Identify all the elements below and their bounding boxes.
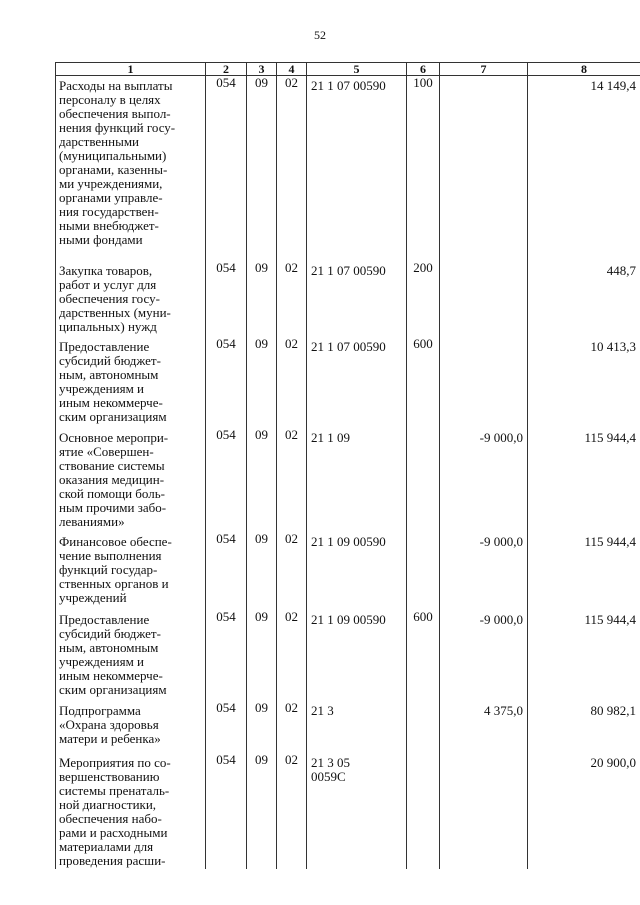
row-name: Закупка товаров, работ и услуг для обеспечения госу- дарственных (муни- ципальных) нужд (56, 261, 206, 337)
row-ministry: 054 (206, 701, 247, 753)
row-ministry: 054 (206, 532, 247, 610)
row-target-code: 21 1 07 00590 (307, 261, 407, 337)
table-row (56, 261, 640, 337)
table-row (56, 701, 640, 753)
header-col-6: 6 (407, 63, 440, 76)
table-row (56, 753, 640, 869)
row-amount: 10 413,3 (528, 337, 640, 428)
table-row (56, 76, 640, 261)
row-expense-type: 600 (407, 610, 440, 701)
row-section: 09 (247, 428, 277, 532)
header-col-3: 3 (247, 63, 277, 76)
row-subsection: 02 (277, 261, 307, 337)
row-subsection: 02 (277, 701, 307, 753)
row-change: 4 375,0 (440, 701, 528, 753)
row-ministry: 054 (206, 428, 247, 532)
row-expense-type: 100 (407, 76, 440, 261)
table-row (56, 532, 640, 610)
row-target-code: 21 1 09 00590 (307, 532, 407, 610)
row-section: 09 (247, 337, 277, 428)
row-change: -9 000,0 (440, 610, 528, 701)
row-name: Расходы на выплаты персоналу в целях обеспечения выпол- нения функций госу- дарственными (муниципальными) органами, казенны- ми учреждениями, органами управле- ния государствен- ными внебюджет- ными фондами (56, 76, 206, 261)
row-name: Подпрограмма «Охрана здоровья матери и ребенка» (56, 701, 206, 753)
row-amount: 448,7 (528, 261, 640, 337)
row-expense-type (407, 532, 440, 610)
row-subsection: 02 (277, 76, 307, 261)
header-col-5: 5 (307, 63, 407, 76)
header-col-2: 2 (206, 63, 247, 76)
header-col-4: 4 (277, 63, 307, 76)
budget-table (55, 62, 640, 869)
row-target-code: 21 1 07 00590 (307, 76, 407, 261)
page-number: 52 (314, 28, 326, 42)
header-col-1: 1 (56, 63, 206, 76)
table-row (56, 337, 640, 428)
header-col-7: 7 (440, 63, 528, 76)
row-amount: 20 900,0 (528, 753, 640, 869)
row-target-code: 21 1 09 (307, 428, 407, 532)
table-header-row (56, 63, 640, 76)
row-target-code: 21 3 (307, 701, 407, 753)
row-amount: 80 982,1 (528, 701, 640, 753)
row-name: Предоставление субсидий бюджет- ным, автономным учреждениям и иным некоммерче- ским организациям (56, 337, 206, 428)
row-change (440, 337, 528, 428)
row-name: Предоставление субсидий бюджет- ным, автономным учреждениям и иным некоммерче- ским организациям (56, 610, 206, 701)
row-expense-type: 200 (407, 261, 440, 337)
row-subsection: 02 (277, 428, 307, 532)
row-target-code: 21 3 05 0059С (307, 753, 407, 869)
row-ministry: 054 (206, 753, 247, 869)
row-amount: 14 149,4 (528, 76, 640, 261)
table-row (56, 610, 640, 701)
header-col-8: 8 (528, 63, 640, 76)
row-expense-type (407, 428, 440, 532)
row-name: Основное меропри- ятие «Совершен- ствование системы оказания медицин- ской помощи боль- ным прочими забо- леваниями» (56, 428, 206, 532)
row-amount: 115 944,4 (528, 610, 640, 701)
row-target-code: 21 1 09 00590 (307, 610, 407, 701)
row-section: 09 (247, 753, 277, 869)
row-subsection: 02 (277, 610, 307, 701)
row-ministry: 054 (206, 610, 247, 701)
row-ministry: 054 (206, 261, 247, 337)
row-change (440, 261, 528, 337)
row-subsection: 02 (277, 532, 307, 610)
row-section: 09 (247, 532, 277, 610)
row-expense-type (407, 701, 440, 753)
table-row (56, 428, 640, 532)
row-ministry: 054 (206, 76, 247, 261)
row-section: 09 (247, 701, 277, 753)
row-amount: 115 944,4 (528, 428, 640, 532)
row-subsection: 02 (277, 753, 307, 869)
row-expense-type (407, 753, 440, 869)
row-section: 09 (247, 261, 277, 337)
row-expense-type: 600 (407, 337, 440, 428)
row-name: Мероприятия по со- вершенствованию системы пренаталь- ной диагностики, обеспечения набо- рами и расходными материалами для проведения расши- (56, 753, 206, 869)
row-name: Финансовое обеспе- чение выполнения функций государ- ственных органов и учреждений (56, 532, 206, 610)
row-ministry: 054 (206, 337, 247, 428)
row-subsection: 02 (277, 337, 307, 428)
row-section: 09 (247, 76, 277, 261)
row-change: -9 000,0 (440, 532, 528, 610)
row-change (440, 753, 528, 869)
row-target-code: 21 1 07 00590 (307, 337, 407, 428)
row-change: -9 000,0 (440, 428, 528, 532)
row-amount: 115 944,4 (528, 532, 640, 610)
row-section: 09 (247, 610, 277, 701)
row-change (440, 76, 528, 261)
